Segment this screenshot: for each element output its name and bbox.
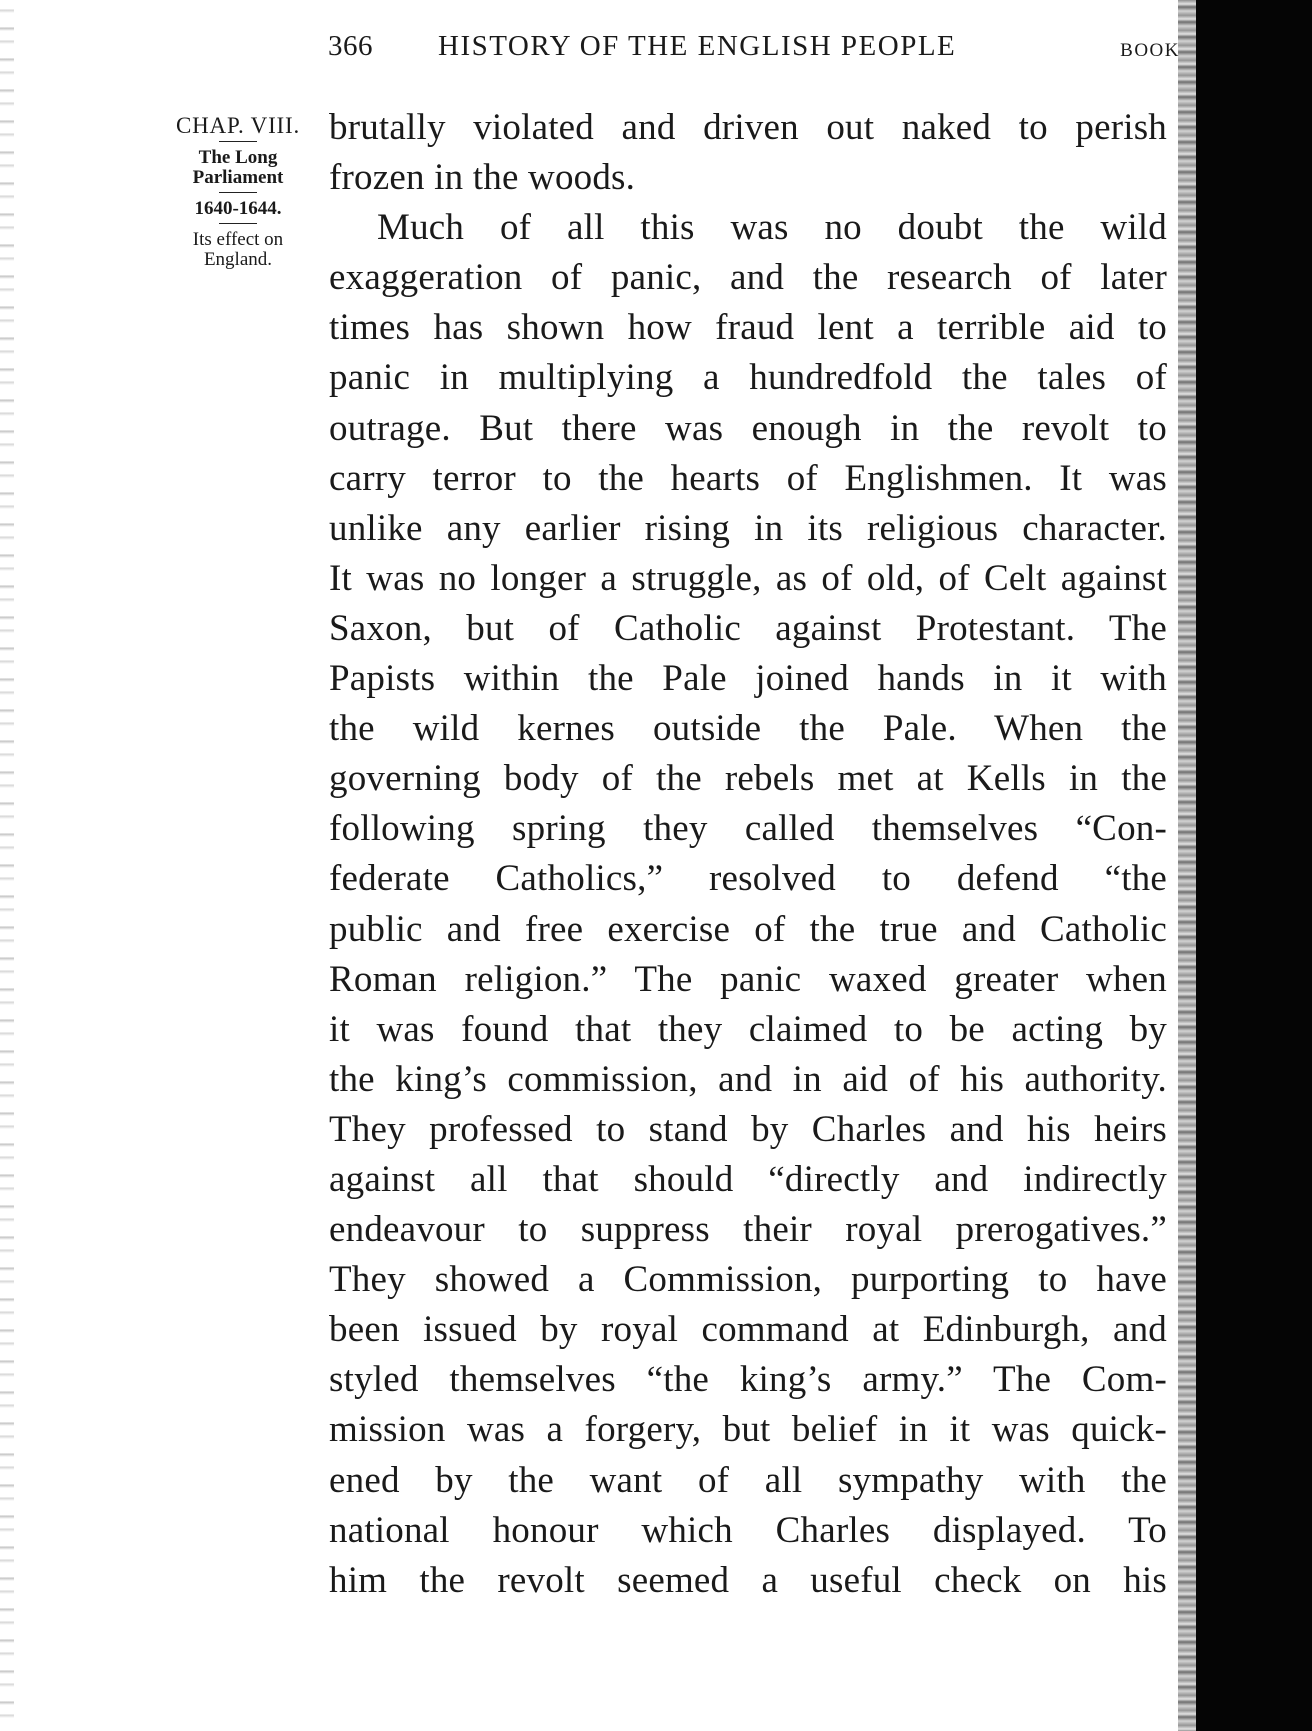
text-line: exaggeration of panic, and the research of later: [329, 257, 1167, 299]
text-line: endeavour to suppress their royal prerogatives.”: [329, 1209, 1167, 1251]
topic-line-1: The Long: [198, 147, 278, 168]
page-number: 366: [328, 30, 373, 62]
text-line: public and free exercise of the true and Catholic: [329, 908, 1167, 950]
text-line: Papists within the Pale joined hands in it with: [329, 658, 1167, 700]
running-header: [328, 30, 1180, 70]
text-line: following spring they called themselves “Con-: [329, 808, 1167, 850]
chapter-label: CHAP. VIII.: [175, 113, 301, 138]
text-line: the wild kernes outside the Pale. When the: [329, 708, 1167, 750]
text-line: outrage. But there was enough in the revolt to: [329, 407, 1167, 449]
rule: [219, 192, 257, 193]
margin-notes: [158, 114, 318, 270]
text-line: against all that should “directly and indirectly: [329, 1158, 1167, 1200]
text-line: It was no longer a struggle, as of old, of Celt against: [329, 557, 1167, 599]
text-line: panic in multiplying a hundredfold the tales of: [329, 357, 1167, 399]
text-line: ened by the want of all sympathy with the: [329, 1459, 1167, 1501]
text-line: unlike any earlier rising in its religious character.: [329, 507, 1167, 549]
body-text: [329, 103, 1167, 1606]
text-line: federate Catholics,” resolved to defend “the: [329, 858, 1167, 900]
book-label: BOOK: [1120, 40, 1180, 61]
text-line: him the revolt seemed a useful check on his: [329, 1559, 1167, 1601]
text-line: national honour which Charles displayed. To: [329, 1509, 1167, 1551]
text-line: been issued by royal command at Edinburgh, and: [329, 1309, 1167, 1351]
text-line: Saxon, but of Catholic against Protestant. The: [329, 607, 1167, 649]
text-line: brutally violated and driven out naked to perish: [329, 107, 1167, 148]
text-line: times has shown how fraud lent a terrible aid to: [329, 307, 1167, 349]
text-line: mission was a forgery, but belief in it was quick-: [329, 1409, 1167, 1451]
text-line: carry terror to the hearts of Englishmen. It was: [329, 457, 1167, 499]
text-line: frozen in the woods.: [329, 157, 636, 199]
scan-right-margin: [1196, 0, 1312, 1731]
text-line: governing body of the rebels met at Kells in the: [329, 758, 1167, 800]
rule: [219, 141, 257, 142]
subtopic-line-1: Its effect on: [192, 229, 284, 250]
scan-right-fringe: [1178, 0, 1198, 1731]
rule: [219, 223, 257, 224]
text-line: the king’s commission, and in aid of his authority.: [329, 1058, 1167, 1100]
scan-left-edge: [0, 0, 14, 1731]
subtopic-line-2: England.: [203, 249, 273, 270]
text-line: They professed to stand by Charles and his heirs: [329, 1108, 1167, 1150]
text-line: Much of all this was no doubt the wild: [377, 207, 1167, 249]
running-title: HISTORY OF THE ENGLISH PEOPLE: [438, 30, 957, 62]
text-line: styled themselves “the king’s army.” The Com-: [329, 1359, 1167, 1401]
text-line: it was found that they claimed to be acting by: [329, 1008, 1167, 1050]
text-line: They showed a Commission, purporting to have: [329, 1259, 1167, 1301]
topic-line-2: Parliament: [192, 167, 284, 188]
text-line: Roman religion.” The panic waxed greater when: [329, 958, 1167, 1000]
years-label: 1640-1644.: [194, 198, 282, 219]
